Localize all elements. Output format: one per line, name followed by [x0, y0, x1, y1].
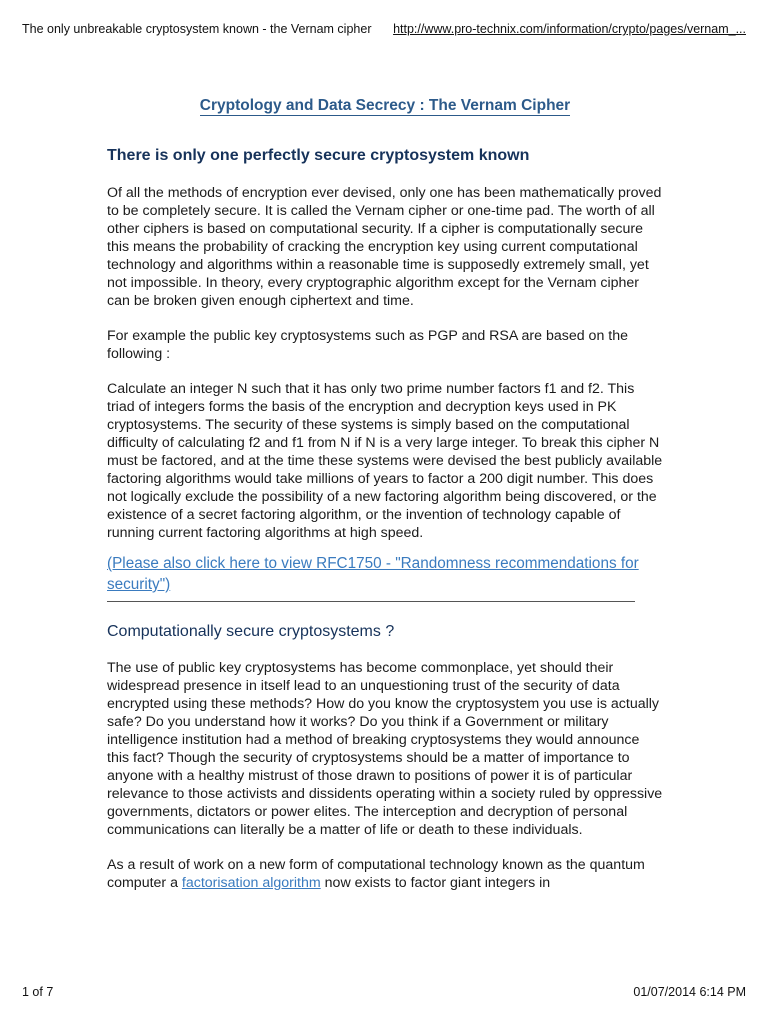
page-number: 1 of 7 [22, 985, 54, 999]
print-datetime: 01/07/2014 6:14 PM [633, 985, 746, 999]
paragraph-factoring: Calculate an integer N such that it has only two prime number factors f1 and f2. This triad of integers forms the basis of the encryption and decryption keys used in PK cryptosystems. The security of these systems is simply based on the computational difficulty of calculating f2 and f1 from N if N is a very large integer. To break this cipher N must be factored, and at the time these systems were devised the best publicly available factoring algorithms would take millions of years to factor a 200 digit number. This does not logically exclude the possibility of a new factoring algorithm being discovered, or the existence of a secret factoring algorithm, or the invention of technology capable of running current factoring algorithms at high speed. [107, 381, 663, 541]
paragraph-quantum-text-before: As a result of work on a new form of computational technology known as the quantum computer a [107, 857, 645, 891]
factorisation-algorithm-link[interactable]: factorisation algorithm [181, 875, 321, 891]
print-header-title: The only unbreakable cryptosystem known - the Vernam cipher [22, 22, 372, 36]
rfc1750-link[interactable]: (Please also click here to view RFC1750 - "Randomness recommendations for security") [107, 555, 639, 593]
page-heading-text[interactable]: Cryptology and Data Secrecy : The Vernam Cipher [199, 97, 571, 114]
paragraph-vernam-intro: Of all the methods of encryption ever devised, only one has been mathematically proved to be completely secure. It is called the Vernam cipher or one-time pad. The worth of all other ciphers is based on computational security. If a cipher is computationally secure this means the probability of cracking the encryption key using current computational technology and algorithms within a reasonable time is supposedly extremely small, yet not impossible. In theory, every cryptographic algorithm except for the Vernam cipher can be broken given enough ciphertext and time. [107, 185, 662, 309]
page-heading [107, 96, 663, 116]
article-content [107, 96, 663, 892]
paragraph-quantum-computer [107, 856, 663, 892]
paragraph-quantum-text-after: now exists to factor giant integers in [320, 875, 551, 891]
paragraph-public-key-trust: The use of public key cryptosystems has become commonplace, yet should their widespread presence in itself lead to an unquestioning trust of the security of data encrypted using these methods? How do you know the cryptosystem you use is actually safe? Do you understand how it works? Do you think if a Government or military intelligence institution had a method of breaking cryptosystems they would announce this fact? Though the security of cryptosystems should be a matter of importance to anyone with a healthy mistrust of those drawn to positions of power it is of particular relevance to those activists and dissidents operating within a society ruled by oppressive governments, dictators or power elites. The interception and decryption of personal communications can literally be a matter of life or death to these individuals. [107, 660, 663, 838]
section-title-secure-cryptosystem: There is only one perfectly secure cryptosystem known [107, 147, 530, 164]
print-header [22, 22, 746, 42]
print-header-url[interactable]: http://www.pro-technix.com/information/crypto/pages/vernam_... [393, 22, 746, 36]
section-title-computationally-secure: Computationally secure cryptosystems ? [107, 623, 395, 640]
print-footer [22, 985, 746, 1005]
paragraph-public-key-example: For example the public key cryptosystems such as PGP and RSA are based on the following : [107, 328, 629, 362]
section-divider [107, 601, 635, 602]
